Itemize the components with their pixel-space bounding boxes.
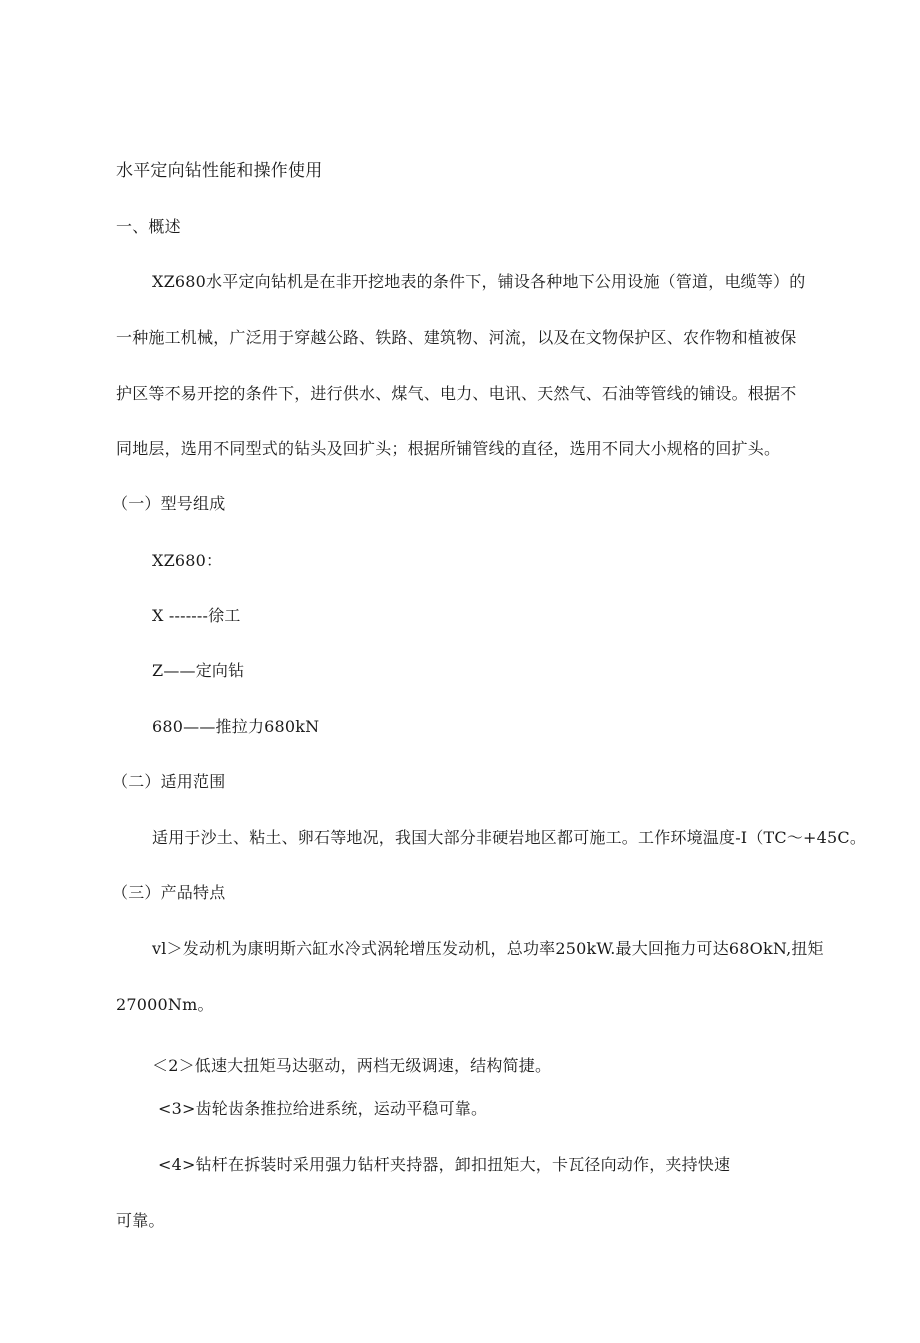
model-item: 680——推拉力680kN bbox=[152, 717, 320, 736]
document-title: 水平定向钻性能和操作使用 bbox=[116, 161, 323, 181]
feature-2: ＜2＞低速大扭矩马达驱动，两档无级调速，结构简捷。 bbox=[152, 1056, 552, 1075]
scope-text: 适用于沙土、粘土、卵石等地况，我国大部分非硬岩地区都可施工。工作环境温度-I（TC～+45C。 bbox=[152, 828, 867, 847]
overview-paragraph-line: 同地层，选用不同型式的钻头及回扩头；根据所铺管线的直径，选用不同大小规格的回扩头。 bbox=[116, 439, 781, 458]
model-label: XZ680： bbox=[152, 551, 223, 570]
overview-paragraph-line: 一种施工机械，广泛用于穿越公路、铁路、建筑物、河流，以及在文物保护区、农作物和植被保 bbox=[116, 328, 797, 347]
section-heading-features: （三）产品特点 bbox=[112, 883, 226, 902]
feature-4-line: <4>钻杆在拆装时采用强力钻杆夹持器，卸扣扭矩大，卡瓦径向动作，夹持快速 bbox=[158, 1155, 731, 1174]
feature-3: <3>齿轮齿条推拉给进系统，运动平稳可靠。 bbox=[158, 1099, 488, 1118]
model-item: X -------徐工 bbox=[152, 606, 241, 625]
section-heading-scope: （二）适用范围 bbox=[112, 772, 226, 791]
section-heading-model: （一）型号组成 bbox=[112, 494, 226, 513]
feature-1-line: 27000Nm。 bbox=[116, 995, 214, 1014]
feature-4-line: 可靠。 bbox=[116, 1211, 165, 1230]
overview-paragraph-line: XZ680水平定向钻机是在非开挖地表的条件下，铺设各种地下公用设施（管道，电缆等）的 bbox=[152, 272, 806, 291]
feature-1-line: vl＞发动机为康明斯六缸水冷式涡轮增压发动机，总功率250kW.最大回拖力可达68OkN,扭矩 bbox=[152, 939, 824, 958]
model-item: Z——定向钻 bbox=[152, 661, 245, 680]
section-heading-overview: 一、概述 bbox=[116, 217, 181, 236]
overview-paragraph-line: 护区等不易开挖的条件下，进行供水、煤气、电力、电讯、天然气、石油等管线的铺设。根据不 bbox=[116, 384, 797, 403]
